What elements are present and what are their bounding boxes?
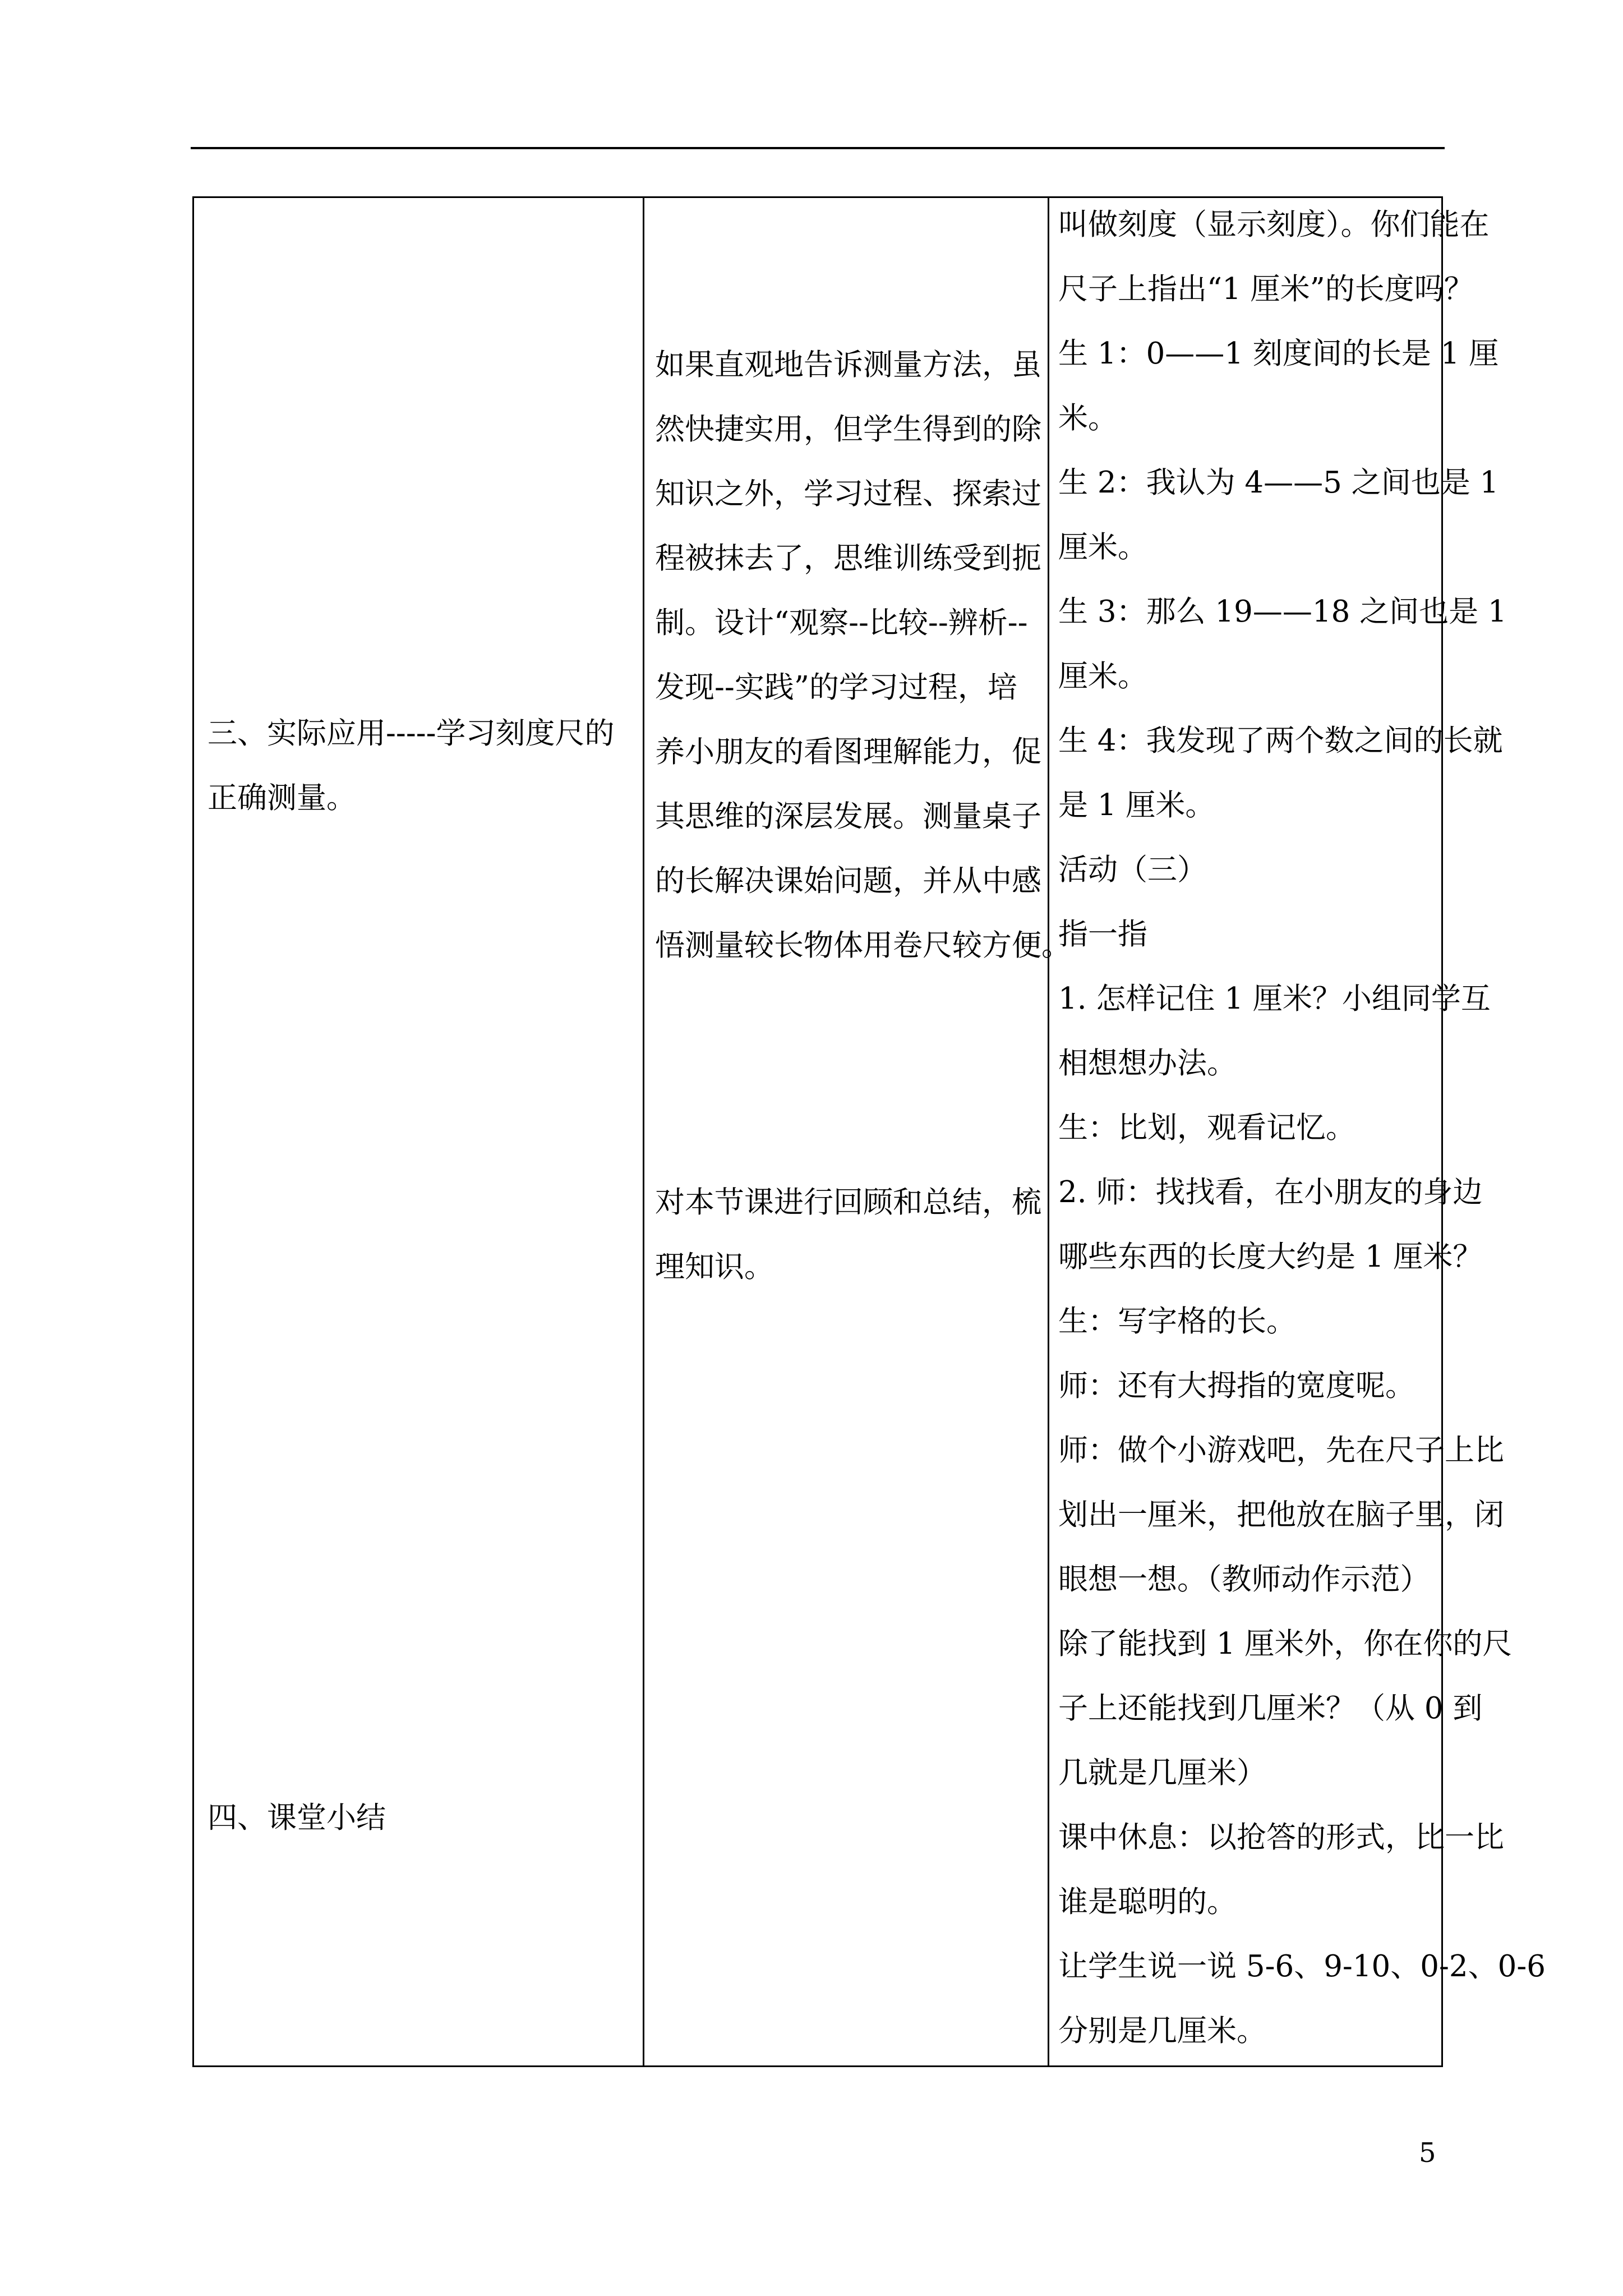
stage-cell-section-three: [208, 701, 615, 830]
activity-line: 相想想办法。: [1058, 1046, 1237, 1080]
activity-line: 尺子上指出“1 厘米”的长度吗？: [1058, 272, 1474, 306]
stage-line: 正确测量。: [208, 781, 356, 815]
activity-line: 指一指: [1058, 917, 1147, 951]
activity-line: 厘米。: [1058, 659, 1147, 693]
intent-line: 如果直观地告诉测量方法，虽: [655, 348, 1041, 382]
intent-line: 对本节课进行回顾和总结，梳: [655, 1185, 1041, 1220]
activity-line: 米。: [1058, 401, 1118, 435]
activity-line: 眼想一想。（教师动作示范）: [1058, 1562, 1430, 1596]
activity-cell: [1058, 192, 1546, 2063]
intent-line: 养小朋友的看图理解能力，促: [655, 735, 1041, 769]
intent-line: 制。设计“观察--比较--辨析--: [655, 606, 1028, 640]
intent-line: 其思维的深层发展。测量桌子: [655, 799, 1041, 834]
column-divider-1: [643, 198, 644, 2065]
activity-line: 厘米。: [1058, 530, 1147, 564]
intent-line: 的长解决课始问题，并从中感: [655, 864, 1041, 898]
activity-line: 谁是聪明的。: [1058, 1885, 1237, 1919]
lesson-plan-table: [192, 196, 1546, 2067]
activity-line: 课中休息：以抢答的形式，比一比: [1058, 1820, 1504, 1855]
stage-line: 四、课堂小结: [208, 1801, 386, 1835]
intent-cell-section-three: [655, 333, 1071, 978]
intent-line: 发现--实践”的学习过程，培: [655, 670, 1017, 705]
activity-line: 师：做个小游戏吧，先在尺子上比: [1058, 1433, 1504, 1467]
intent-line: 然快捷实用，但学生得到的除: [655, 412, 1041, 447]
activity-line: 除了能找到 1 厘米外，你在你的尺: [1058, 1627, 1513, 1661]
activity-line: 生 2：我认为 4——5 之间也是 1: [1058, 466, 1499, 500]
activity-line: 活动（三）: [1058, 853, 1207, 887]
activity-line: 让学生说一说 5-6、9-10、0-2、0-6: [1058, 1949, 1546, 1984]
header-rule: [191, 147, 1445, 149]
activity-line: 生：比划，观看记忆。: [1058, 1111, 1355, 1145]
intent-line: 程被抹去了，思维训练受到扼: [655, 541, 1041, 576]
intent-line: 理知识。: [655, 1250, 774, 1284]
activity-line: 生 1：0——1 刻度间的长是 1 厘: [1058, 337, 1499, 371]
intent-line: 知识之外，学习过程、探索过: [655, 477, 1041, 511]
activity-line: 分别是几厘米。: [1058, 2014, 1266, 2048]
activity-line: 子上还能找到几厘米？（从 0 到: [1058, 1691, 1483, 1726]
page-number: 5: [1419, 2137, 1436, 2169]
stage-cell-section-four: [208, 1786, 386, 1850]
intent-line: 悟测量较长物体用卷尺较方便。: [655, 928, 1071, 963]
activity-line: 师：还有大拇指的宽度呢。: [1058, 1369, 1415, 1403]
activity-line: 是 1 厘米。: [1058, 788, 1215, 822]
activity-line: 生 4：我发现了两个数之间的长就: [1058, 724, 1503, 758]
intent-cell-section-four: [655, 1170, 1041, 1299]
activity-line: 哪些东西的长度大约是 1 厘米？: [1058, 1240, 1483, 1274]
activity-line: 叫做刻度（显示刻度）。你们能在: [1058, 208, 1490, 242]
stage-line: 三、实际应用-----学习刻度尺的: [208, 716, 615, 751]
activity-line: 划出一厘米，把他放在脑子里，闭: [1058, 1498, 1504, 1532]
activity-line: 1. 怎样记住 1 厘米？小组同学互: [1058, 982, 1491, 1016]
activity-line: 生 3：那么 19——18 之间也是 1: [1058, 595, 1507, 629]
activity-line: 几就是几厘米）: [1058, 1756, 1266, 1790]
activity-line: 生：写字格的长。: [1058, 1304, 1296, 1338]
activity-line: 2. 师：找找看，在小朋友的身边: [1058, 1175, 1483, 1209]
